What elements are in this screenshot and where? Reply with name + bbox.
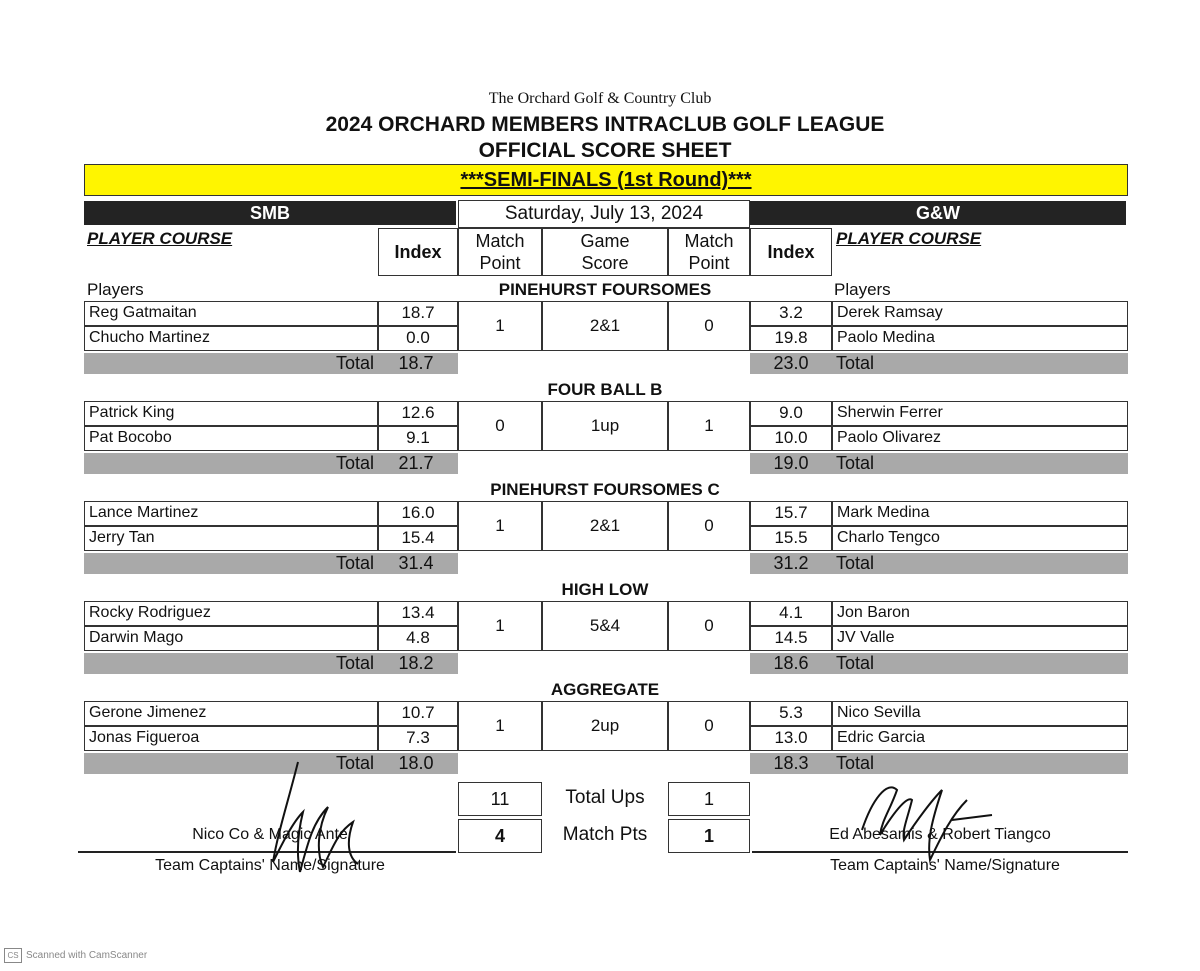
right-match-point: 1 [668,401,750,451]
right-match-point: 0 [668,301,750,351]
left-total-value: 18.0 [374,753,458,774]
right-player-name: Nico Sevilla [832,701,1128,726]
match-date: Saturday, July 13, 2024 [458,200,750,228]
left-player-index: 10.7 [378,701,458,726]
left-player-index: 16.0 [378,501,458,526]
game-score: 2up [542,701,668,751]
left-match-pts: 4 [458,819,542,853]
left-player-name: Gerone Jimenez [84,701,378,726]
right-captains-label: Team Captains' Name/Signature [830,857,1060,874]
right-player-index: 10.0 [750,426,832,451]
left-captains-label: Team Captains' Name/Signature [155,857,385,874]
left-player-name: Reg Gatmaitan [84,301,378,326]
right-player-name: Charlo Tengco [832,526,1128,551]
right-captains: Ed Abesamis & Robert Tiangco [829,826,1051,843]
players-label-right: Players [834,280,891,299]
right-total-value: 19.0 [750,453,832,474]
game-score: 2&1 [542,501,668,551]
scanner-watermark [4,948,147,963]
score-label: Score [581,253,629,273]
left-player-name: Darwin Mago [84,626,378,651]
game-score: 2&1 [542,301,668,351]
left-player-index: 4.8 [378,626,458,651]
left-player-index: 13.4 [378,601,458,626]
right-total-label: Total [832,353,1128,374]
right-player-name: Paolo Medina [832,326,1128,351]
left-match-point: 1 [458,301,542,351]
right-player-name: Derek Ramsay [832,301,1128,326]
left-captains: Nico Co & Magic Ante [192,826,348,843]
match-title: PINEHURST FOURSOMES [498,280,712,299]
player-course-left: PLAYER COURSE [87,229,233,248]
left-match-point: 1 [458,501,542,551]
player-course-right: PLAYER COURSE [836,229,982,248]
index-header-left: Index [378,228,458,276]
right-player-index: 15.5 [750,526,832,551]
match-point-header-right [668,228,750,276]
round-banner: ***SEMI-FINALS (1st Round)*** [84,164,1128,196]
right-player-index: 19.8 [750,326,832,351]
point-label: Point [479,253,521,273]
left-player-index: 0.0 [378,326,458,351]
match-label: Match [475,231,525,251]
match-title: HIGH LOW [561,580,649,599]
right-player-index: 3.2 [750,301,832,326]
left-player-index: 12.6 [378,401,458,426]
left-total-label: Total [84,653,374,674]
game-score: 1up [542,401,668,451]
match-pts-label: Match Pts [562,824,648,845]
right-player-index: 14.5 [750,626,832,651]
left-total-label: Total [84,453,374,474]
match-title: PINEHURST FOURSOMES C [490,480,720,499]
right-total-ups: 1 [668,782,750,816]
match-title: FOUR BALL B [547,380,663,399]
index-header-right: Index [750,228,832,276]
right-total-label: Total [832,753,1128,774]
total-ups-label: Total Ups [565,787,645,808]
left-player-index: 7.3 [378,726,458,751]
right-player-index: 4.1 [750,601,832,626]
left-player-name: Rocky Rodriguez [84,601,378,626]
left-player-index: 15.4 [378,526,458,551]
left-player-name: Pat Bocobo [84,426,378,451]
right-player-name: JV Valle [832,626,1128,651]
left-player-name: Lance Martinez [84,501,378,526]
left-total-value: 21.7 [374,453,458,474]
right-total-value: 18.6 [750,653,832,674]
team-right-name: G&W [750,201,1126,225]
left-match-point: 1 [458,601,542,651]
match-point-header-left [458,228,542,276]
left-player-name: Jonas Figueroa [84,726,378,751]
left-match-point: 1 [458,701,542,751]
sheet-title: OFFICIAL SCORE SHEET [478,139,732,162]
game-score: 5&4 [542,601,668,651]
game-score-header [542,228,668,276]
left-player-name: Patrick King [84,401,378,426]
right-total-label: Total [832,453,1128,474]
right-player-name: Edric Garcia [832,726,1128,751]
left-total-label: Total [84,553,374,574]
right-match-point: 0 [668,501,750,551]
left-match-point: 0 [458,401,542,451]
point-label: Point [688,253,730,273]
right-player-index: 9.0 [750,401,832,426]
team-left-name: SMB [84,201,456,225]
left-player-name: Chucho Martinez [84,326,378,351]
league-title: 2024 ORCHARD MEMBERS INTRACLUB GOLF LEAGUE [325,113,885,136]
left-player-index: 18.7 [378,301,458,326]
camscanner-icon: CS [4,948,22,963]
right-player-index: 13.0 [750,726,832,751]
right-player-name: Sherwin Ferrer [832,401,1128,426]
left-player-index: 9.1 [378,426,458,451]
left-total-value: 31.4 [374,553,458,574]
right-total-value: 31.2 [750,553,832,574]
right-player-name: Paolo Olivarez [832,426,1128,451]
right-total-label: Total [832,553,1128,574]
right-player-index: 5.3 [750,701,832,726]
game-label: Game [580,231,630,251]
players-label-left: Players [87,280,144,299]
right-player-name: Mark Medina [832,501,1128,526]
right-match-pts: 1 [668,819,750,853]
right-total-value: 18.3 [750,753,832,774]
match-title: AGGREGATE [550,680,660,699]
left-total-label: Total [84,353,374,374]
right-total-label: Total [832,653,1128,674]
left-total-label: Total [84,753,374,774]
club-name: The Orchard Golf & Country Club [488,90,712,107]
left-signature [258,752,408,882]
right-match-point: 0 [668,701,750,751]
watermark-text: Scanned with CamScanner [26,950,148,962]
left-player-name: Jerry Tan [84,526,378,551]
match-label: Match [684,231,734,251]
right-total-value: 23.0 [750,353,832,374]
left-total-value: 18.7 [374,353,458,374]
right-player-name: Jon Baron [832,601,1128,626]
left-total-ups: 11 [458,782,542,816]
right-signature [852,760,1002,880]
left-total-value: 18.2 [374,653,458,674]
right-player-index: 15.7 [750,501,832,526]
right-match-point: 0 [668,601,750,651]
